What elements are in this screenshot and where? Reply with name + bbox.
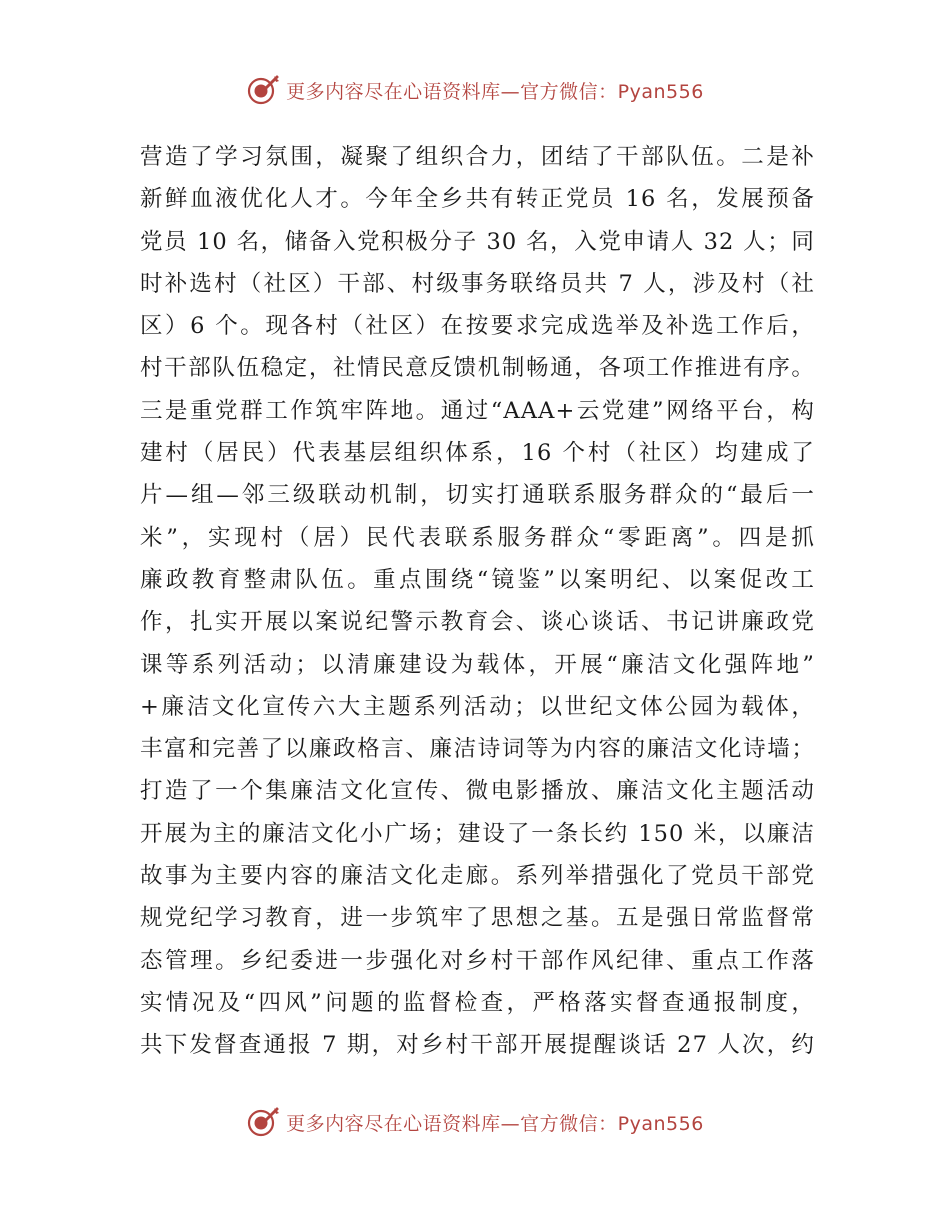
watermark-text: 更多内容尽在心语资料库—官方微信：Pyan556 xyxy=(286,80,704,103)
watermark-text: 更多内容尽在心语资料库—官方微信：Pyan556 xyxy=(286,1112,704,1135)
text-line-11: 廉政教育整肃队伍。重点围绕“镜鉴”以案明纪、以案促改工 xyxy=(140,566,815,593)
text-line-8: 建村（居民）代表基层组织体系，16 个村（社区）均建成了 xyxy=(140,440,815,467)
text-line-5: 区）6 个。现各村（社区）在按要求完成选举及补选工作后， xyxy=(140,313,815,340)
text-line-21: 实情况及“四风”问题的监督检查，严格落实督查通报制度， xyxy=(140,989,815,1016)
text-line-19: 规党纪学习教育，进一步筑牢了思想之基。五是强日常监督常 xyxy=(140,905,815,932)
text-line-18: 故事为主要内容的廉洁文化走廊。系列举措强化了党员干部党 xyxy=(140,863,815,890)
text-line-2: 新鲜血液优化人才。今年全乡共有转正党员 16 名，发展预备 xyxy=(140,186,815,213)
text-line-6: 村干部队伍稳定，社情民意反馈机制畅通，各项工作推进有序。 xyxy=(140,355,815,382)
text-line-12: 作，扎实开展以案说纪警示教育会、谈心谈话、书记讲廉政党 xyxy=(140,609,815,636)
text-line-10: 米”，实现村（居）民代表联系服务群众“零距离”。四是抓 xyxy=(140,524,815,551)
text-line-7: 三是重党群工作筑牢阵地。通过“AAA+云党建”网络平台，构 xyxy=(140,397,815,424)
footer-watermark xyxy=(0,1102,950,1142)
text-line-17: 开展为主的廉洁文化小广场；建设了一条长约 150 米，以廉洁 xyxy=(140,820,815,847)
text-line-15: 丰富和完善了以廉政格言、廉洁诗词等为内容的廉洁文化诗墙； xyxy=(140,736,815,763)
text-line-3: 党员 10 名，储备入党积极分子 30 名，入党申请人 32 人；同 xyxy=(140,228,815,255)
document-body xyxy=(140,136,815,1067)
text-line-13: 课等系列活动；以清廉建设为载体，开展“廉洁文化强阵地” xyxy=(140,651,815,678)
text-line-16: 打造了一个集廉洁文化宣传、微电影播放、廉洁文化主题活动 xyxy=(140,778,815,805)
text-line-9: 片—组—邻三级联动机制，切实打通联系服务群众的“最后一 xyxy=(140,482,815,509)
pen-logo-icon xyxy=(246,73,280,107)
text-line-1: 营造了学习氛围，凝聚了组织合力，团结了干部队伍。二是补 xyxy=(140,144,815,170)
text-line-20: 态管理。乡纪委进一步强化对乡村干部作风纪律、重点工作落 xyxy=(140,947,815,974)
text-line-22: 共下发督查通报 7 期，对乡村干部开展提醒谈话 27 人次，约 xyxy=(140,1032,815,1059)
header-watermark xyxy=(0,70,950,110)
text-line-4: 时补选村（社区）干部、村级事务联络员共 7 人，涉及村（社 xyxy=(140,270,815,297)
pen-logo-icon xyxy=(246,1105,280,1139)
text-line-14: +廉洁文化宣传六大主题系列活动；以世纪文体公园为载体， xyxy=(140,693,815,720)
